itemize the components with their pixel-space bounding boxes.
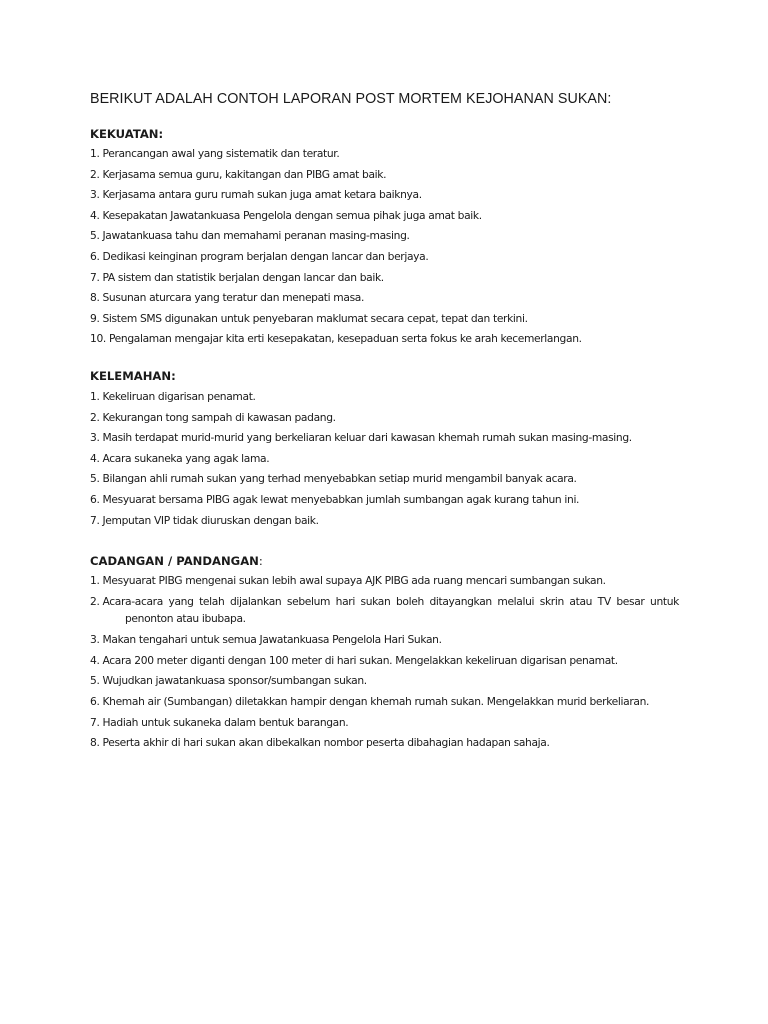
list-item: 2. Kekurangan tong sampah di kawasan padang. (90, 410, 336, 424)
list-item: 7. Jemputan VIP tidak diuruskan dengan baik. (90, 513, 319, 527)
list-item: 1. Perancangan awal yang sistematik dan teratur. (90, 147, 340, 160)
list-item: 7. Hadiah untuk sukaneka dalam bentuk barangan. (90, 715, 349, 729)
list-item: 1. Mesyuarat PIBG mengenai sukan lebih awal supaya AJK PIBG ada ruang mencari sumbangan sukan. (90, 574, 606, 587)
list-item: 6. Dedikasi keinginan program berjalan dengan lancar dan berjaya. (90, 249, 429, 263)
kekuatan-list (90, 144, 690, 350)
list-item: 2. Acara-acara yang telah dijalankan sebelum hari sukan boleh ditayangkan melalui skrin atau TV besar untuk penonton atau ibubapa. (90, 594, 679, 626)
list-item: 7. PA sistem dan statistik berjalan dengan lancar dan baik. (90, 270, 384, 284)
cadangan-list (90, 571, 690, 754)
list-item: 9. Sistem SMS digunakan untuk penyebaran maklumat secara cepat, tepat dan terkini. (90, 311, 528, 325)
list-item: 4. Acara sukaneka yang agak lama. (90, 451, 270, 465)
list-item: 1. Kekeliruan digarisan penamat. (90, 390, 256, 403)
list-item: 6. Mesyuarat bersama PIBG agak lewat menyebabkan jumlah sumbangan agak kurang tahun ini. (90, 492, 580, 506)
section-heading-cadangan (90, 554, 710, 568)
list-item: 8. Peserta akhir di hari sukan akan dibekalkan nombor peserta dibahagian hadapan sahaja. (90, 736, 550, 750)
section-heading-kekuatan: KEKUATAN: (90, 127, 164, 141)
list-item: 8. Susunan aturcara yang teratur dan menepati masa. (90, 291, 365, 305)
list-item: 10. Pengalaman mengajar kita erti kesepakatan, kesepaduan serta fokus ke arah kecemerlangan. (90, 332, 582, 346)
cadangan-heading-colon: : (258, 554, 263, 568)
list-item: 5. Jawatankuasa tahu dan memahami peranan masing-masing. (90, 229, 410, 243)
list-item: 4. Acara 200 meter diganti dengan 100 meter di hari sukan. Mengelakkan kekeliruan digarisan penamat. (90, 653, 618, 667)
cadangan-heading-label: CADANGAN / PANDANGAN (90, 554, 259, 568)
list-item: 3. Masih terdapat murid-murid yang berkeliaran keluar dari kawasan khemah rumah sukan masing-masing. (90, 431, 632, 445)
list-item: 3. Makan tengahari untuk semua Jawatankuasa Pengelola Hari Sukan. (90, 633, 442, 647)
kelemahan-list (90, 387, 690, 531)
list-item: 4. Kesepakatan Jawatankuasa Pengelola dengan semua pihak juga amat baik. (90, 208, 482, 222)
list-item: 2. Kerjasama semua guru, kakitangan dan PIBG amat baik. (90, 167, 387, 181)
section-heading-kelemahan: KELEMAHAN: (90, 369, 176, 383)
list-item: 5. Bilangan ahli rumah sukan yang terhad menyebabkan setiap murid mengambil banyak acara. (90, 472, 577, 486)
list-item: 6. Khemah air (Sumbangan) diletakkan hampir dengan khemah rumah sukan. Mengelakkan murid berkeliaran. (90, 694, 650, 708)
list-item: 3. Kerjasama antara guru rumah sukan juga amat ketara baiknya. (90, 188, 422, 202)
list-item: 5. Wujudkan jawatankuasa sponsor/sumbangan sukan. (90, 674, 367, 688)
document-title: BERIKUT ADALAH CONTOH LAPORAN POST MORTEM KEJOHANAN SUKAN: (90, 91, 612, 107)
